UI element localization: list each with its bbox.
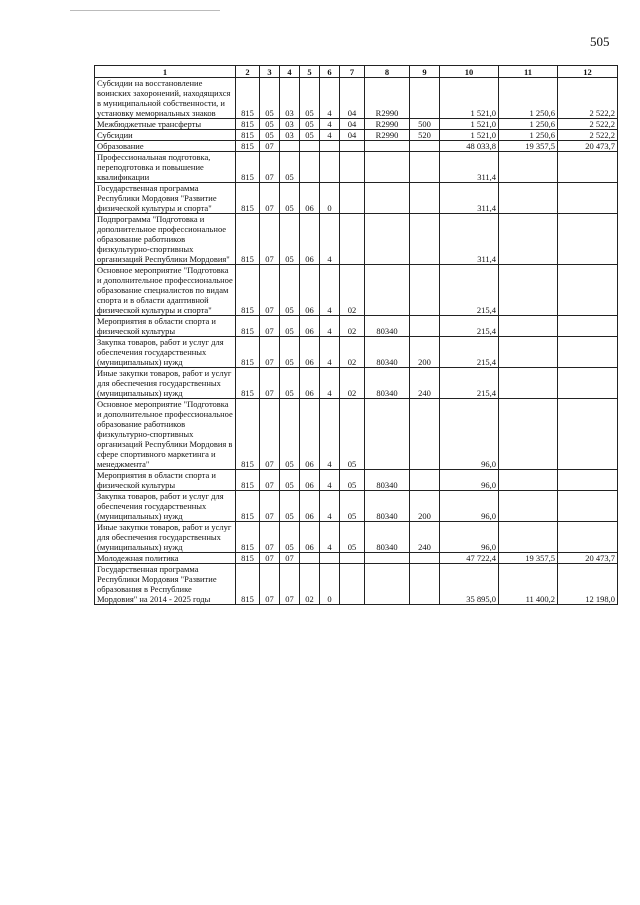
amount-year2-cell: 19 357,5 bbox=[499, 141, 558, 152]
target-article-cell: 80340 bbox=[365, 491, 410, 522]
amount-year2-cell bbox=[499, 337, 558, 368]
amount-year3-cell: 2 522,2 bbox=[558, 130, 618, 141]
activity-code-cell bbox=[340, 553, 365, 564]
department-code-cell: 815 bbox=[236, 564, 260, 605]
department-code-cell: 815 bbox=[236, 141, 260, 152]
program-code-cell: 06 bbox=[300, 337, 320, 368]
amount-year1-cell: 311,4 bbox=[440, 183, 499, 214]
subprogram-code-cell: 4 bbox=[320, 522, 340, 553]
table-row bbox=[95, 399, 618, 470]
program-code-cell: 06 bbox=[300, 368, 320, 399]
program-code-cell: 05 bbox=[300, 78, 320, 119]
section-code-cell: 07 bbox=[260, 368, 280, 399]
expense-type-cell: 520 bbox=[410, 130, 440, 141]
table-row bbox=[95, 130, 618, 141]
header-row bbox=[95, 66, 618, 78]
activity-code-cell: 04 bbox=[340, 78, 365, 119]
amount-year3-cell bbox=[558, 265, 618, 316]
amount-year1-cell: 1 521,0 bbox=[440, 78, 499, 119]
table-row bbox=[95, 78, 618, 119]
section-code-cell: 07 bbox=[260, 316, 280, 337]
activity-code-cell: 04 bbox=[340, 130, 365, 141]
subsection-code-cell: 03 bbox=[280, 78, 300, 119]
amount-year2-cell bbox=[499, 399, 558, 470]
amount-year3-cell bbox=[558, 152, 618, 183]
amount-year2-cell: 19 357,5 bbox=[499, 553, 558, 564]
section-code-cell: 07 bbox=[260, 470, 280, 491]
amount-year2-cell: 1 250,6 bbox=[499, 130, 558, 141]
subprogram-code-cell: 4 bbox=[320, 368, 340, 399]
expense-type-cell bbox=[410, 265, 440, 316]
subprogram-code-cell bbox=[320, 553, 340, 564]
row-name-cell: Мероприятия в области спорта и физической культуры bbox=[95, 470, 236, 491]
header-cell: 12 bbox=[558, 66, 618, 78]
amount-year2-cell bbox=[499, 183, 558, 214]
table-row bbox=[95, 183, 618, 214]
department-code-cell: 815 bbox=[236, 491, 260, 522]
activity-code-cell: 04 bbox=[340, 119, 365, 130]
row-name-cell: Закупка товаров, работ и услуг для обеспечения государственных (муниципальных) нужд bbox=[95, 337, 236, 368]
program-code-cell bbox=[300, 553, 320, 564]
table-row bbox=[95, 522, 618, 553]
department-code-cell: 815 bbox=[236, 265, 260, 316]
expense-type-cell bbox=[410, 553, 440, 564]
subprogram-code-cell: 4 bbox=[320, 470, 340, 491]
section-code-cell: 07 bbox=[260, 399, 280, 470]
header-cell: 9 bbox=[410, 66, 440, 78]
section-code-cell: 07 bbox=[260, 152, 280, 183]
subprogram-code-cell: 4 bbox=[320, 130, 340, 141]
activity-code-cell: 02 bbox=[340, 265, 365, 316]
amount-year3-cell: 20 473,7 bbox=[558, 141, 618, 152]
department-code-cell: 815 bbox=[236, 152, 260, 183]
target-article-cell bbox=[365, 183, 410, 214]
subprogram-code-cell: 4 bbox=[320, 399, 340, 470]
header-cell: 1 bbox=[95, 66, 236, 78]
department-code-cell: 815 bbox=[236, 368, 260, 399]
header-cell: 5 bbox=[300, 66, 320, 78]
activity-code-cell: 02 bbox=[340, 368, 365, 399]
target-article-cell bbox=[365, 399, 410, 470]
row-name-cell: Основное мероприятие "Подготовка и дополнительное профессиональное образование специалистов по видам спорта и в области адаптивной физической культуры и спорта" bbox=[95, 265, 236, 316]
section-code-cell: 07 bbox=[260, 265, 280, 316]
amount-year2-cell bbox=[499, 470, 558, 491]
subsection-code-cell: 05 bbox=[280, 399, 300, 470]
expense-type-cell bbox=[410, 152, 440, 183]
expense-type-cell: 200 bbox=[410, 337, 440, 368]
amount-year3-cell: 2 522,2 bbox=[558, 78, 618, 119]
header-cell: 3 bbox=[260, 66, 280, 78]
amount-year1-cell: 1 521,0 bbox=[440, 119, 499, 130]
program-code-cell: 06 bbox=[300, 214, 320, 265]
department-code-cell: 815 bbox=[236, 316, 260, 337]
table-row bbox=[95, 470, 618, 491]
program-code-cell bbox=[300, 152, 320, 183]
page-number: 505 bbox=[590, 34, 610, 49]
target-article-cell bbox=[365, 265, 410, 316]
subprogram-code-cell: 4 bbox=[320, 491, 340, 522]
expense-type-cell: 200 bbox=[410, 491, 440, 522]
subprogram-code-cell: 0 bbox=[320, 183, 340, 214]
header-cell: 11 bbox=[499, 66, 558, 78]
program-code-cell: 06 bbox=[300, 470, 320, 491]
table-row bbox=[95, 265, 618, 316]
amount-year1-cell: 96,0 bbox=[440, 491, 499, 522]
program-code-cell: 06 bbox=[300, 265, 320, 316]
row-name-cell: Мероприятия в области спорта и физической культуры bbox=[95, 316, 236, 337]
target-article-cell: 80340 bbox=[365, 337, 410, 368]
amount-year2-cell bbox=[499, 316, 558, 337]
amount-year3-cell bbox=[558, 491, 618, 522]
activity-code-cell bbox=[340, 152, 365, 183]
subsection-code-cell: 07 bbox=[280, 553, 300, 564]
amount-year3-cell: 2 522,2 bbox=[558, 119, 618, 130]
activity-code-cell: 02 bbox=[340, 337, 365, 368]
amount-year1-cell: 215,4 bbox=[440, 265, 499, 316]
table-row bbox=[95, 564, 618, 605]
amount-year1-cell: 35 895,0 bbox=[440, 564, 499, 605]
row-name-cell: Государственная программа Республики Мордовия "Развитие физической культуры и спорта" bbox=[95, 183, 236, 214]
expense-type-cell bbox=[410, 564, 440, 605]
expense-type-cell bbox=[410, 399, 440, 470]
expense-type-cell bbox=[410, 78, 440, 119]
subprogram-code-cell: 4 bbox=[320, 119, 340, 130]
subsection-code-cell: 05 bbox=[280, 214, 300, 265]
section-code-cell: 07 bbox=[260, 214, 280, 265]
subsection-code-cell: 05 bbox=[280, 470, 300, 491]
header-cell: 7 bbox=[340, 66, 365, 78]
target-article-cell: R2990 bbox=[365, 78, 410, 119]
amount-year3-cell: 12 198,0 bbox=[558, 564, 618, 605]
department-code-cell: 815 bbox=[236, 78, 260, 119]
subsection-code-cell: 05 bbox=[280, 183, 300, 214]
subprogram-code-cell: 4 bbox=[320, 337, 340, 368]
activity-code-cell: 02 bbox=[340, 316, 365, 337]
department-code-cell: 815 bbox=[236, 470, 260, 491]
section-code-cell: 07 bbox=[260, 553, 280, 564]
section-code-cell: 07 bbox=[260, 183, 280, 214]
row-name-cell: Иные закупки товаров, работ и услуг для обеспечения государственных (муниципальных) нужд bbox=[95, 522, 236, 553]
subprogram-code-cell: 0 bbox=[320, 564, 340, 605]
department-code-cell: 815 bbox=[236, 553, 260, 564]
subsection-code-cell bbox=[280, 141, 300, 152]
amount-year1-cell: 311,4 bbox=[440, 152, 499, 183]
activity-code-cell: 05 bbox=[340, 491, 365, 522]
section-code-cell: 07 bbox=[260, 522, 280, 553]
header-cell: 2 bbox=[236, 66, 260, 78]
row-name-cell: Основное мероприятие "Подготовка и дополнительное профессиональное образование работников физкультурно-спортивных организаций Республики Мордовия в сфере спортивного маркетинга и менеджмента" bbox=[95, 399, 236, 470]
expense-type-cell bbox=[410, 214, 440, 265]
section-code-cell: 05 bbox=[260, 119, 280, 130]
section-code-cell: 07 bbox=[260, 337, 280, 368]
row-name-cell: Государственная программа Республики Мордовия "Развитие образования в Республике Мордовия" на 2014 - 2025 годы bbox=[95, 564, 236, 605]
subsection-code-cell: 07 bbox=[280, 564, 300, 605]
amount-year3-cell bbox=[558, 183, 618, 214]
row-name-cell: Межбюджетные трансферты bbox=[95, 119, 236, 130]
department-code-cell: 815 bbox=[236, 399, 260, 470]
target-article-cell bbox=[365, 553, 410, 564]
table-row bbox=[95, 368, 618, 399]
amount-year3-cell bbox=[558, 470, 618, 491]
target-article-cell bbox=[365, 152, 410, 183]
amount-year1-cell: 1 521,0 bbox=[440, 130, 499, 141]
department-code-cell: 815 bbox=[236, 522, 260, 553]
table-row bbox=[95, 214, 618, 265]
table-row bbox=[95, 553, 618, 564]
activity-code-cell bbox=[340, 141, 365, 152]
target-article-cell bbox=[365, 141, 410, 152]
section-code-cell: 05 bbox=[260, 130, 280, 141]
amount-year2-cell: 1 250,6 bbox=[499, 78, 558, 119]
program-code-cell: 06 bbox=[300, 399, 320, 470]
program-code-cell: 05 bbox=[300, 119, 320, 130]
expense-type-cell bbox=[410, 141, 440, 152]
expense-type-cell: 240 bbox=[410, 368, 440, 399]
subsection-code-cell: 05 bbox=[280, 152, 300, 183]
row-name-cell: Субсидии на восстановление воинских захоронений, находящихся в муниципальной собственности, и установку мемориальных знаков bbox=[95, 78, 236, 119]
section-code-cell: 07 bbox=[260, 491, 280, 522]
table-row bbox=[95, 152, 618, 183]
target-article-cell: R2990 bbox=[365, 130, 410, 141]
expense-type-cell bbox=[410, 470, 440, 491]
department-code-cell: 815 bbox=[236, 183, 260, 214]
department-code-cell: 815 bbox=[236, 130, 260, 141]
subsection-code-cell: 03 bbox=[280, 130, 300, 141]
budget-table bbox=[94, 65, 618, 605]
expense-type-cell: 240 bbox=[410, 522, 440, 553]
target-article-cell: R2990 bbox=[365, 119, 410, 130]
subsection-code-cell: 05 bbox=[280, 522, 300, 553]
amount-year3-cell bbox=[558, 214, 618, 265]
activity-code-cell: 05 bbox=[340, 470, 365, 491]
subprogram-code-cell: 4 bbox=[320, 265, 340, 316]
amount-year1-cell: 215,4 bbox=[440, 368, 499, 399]
amount-year2-cell bbox=[499, 214, 558, 265]
amount-year2-cell bbox=[499, 491, 558, 522]
table-row bbox=[95, 119, 618, 130]
program-code-cell: 06 bbox=[300, 491, 320, 522]
row-name-cell: Молодежная политика bbox=[95, 553, 236, 564]
expense-type-cell bbox=[410, 316, 440, 337]
department-code-cell: 815 bbox=[236, 214, 260, 265]
table-row bbox=[95, 337, 618, 368]
row-name-cell: Образование bbox=[95, 141, 236, 152]
program-code-cell bbox=[300, 141, 320, 152]
subsection-code-cell: 05 bbox=[280, 316, 300, 337]
subprogram-code-cell: 4 bbox=[320, 316, 340, 337]
amount-year1-cell: 96,0 bbox=[440, 399, 499, 470]
subsection-code-cell: 03 bbox=[280, 119, 300, 130]
program-code-cell: 06 bbox=[300, 183, 320, 214]
amount-year3-cell bbox=[558, 368, 618, 399]
target-article-cell bbox=[365, 214, 410, 265]
row-name-cell: Субсидии bbox=[95, 130, 236, 141]
header-cell: 10 bbox=[440, 66, 499, 78]
amount-year2-cell: 1 250,6 bbox=[499, 119, 558, 130]
subprogram-code-cell: 4 bbox=[320, 78, 340, 119]
target-article-cell: 80340 bbox=[365, 522, 410, 553]
department-code-cell: 815 bbox=[236, 337, 260, 368]
amount-year2-cell: 11 400,2 bbox=[499, 564, 558, 605]
section-code-cell: 05 bbox=[260, 78, 280, 119]
target-article-cell: 80340 bbox=[365, 316, 410, 337]
expense-type-cell: 500 bbox=[410, 119, 440, 130]
row-name-cell: Закупка товаров, работ и услуг для обеспечения государственных (муниципальных) нужд bbox=[95, 491, 236, 522]
target-article-cell: 80340 bbox=[365, 368, 410, 399]
top-rule bbox=[70, 10, 220, 11]
subsection-code-cell: 05 bbox=[280, 368, 300, 399]
department-code-cell: 815 bbox=[236, 119, 260, 130]
subsection-code-cell: 05 bbox=[280, 337, 300, 368]
program-code-cell: 02 bbox=[300, 564, 320, 605]
header-cell: 4 bbox=[280, 66, 300, 78]
amount-year1-cell: 47 722,4 bbox=[440, 553, 499, 564]
section-code-cell: 07 bbox=[260, 564, 280, 605]
header-cell: 6 bbox=[320, 66, 340, 78]
amount-year2-cell bbox=[499, 152, 558, 183]
table-row bbox=[95, 316, 618, 337]
activity-code-cell bbox=[340, 564, 365, 605]
table-row bbox=[95, 491, 618, 522]
program-code-cell: 06 bbox=[300, 316, 320, 337]
activity-code-cell bbox=[340, 183, 365, 214]
table-body bbox=[95, 78, 618, 605]
table-row bbox=[95, 141, 618, 152]
amount-year1-cell: 311,4 bbox=[440, 214, 499, 265]
amount-year1-cell: 96,0 bbox=[440, 470, 499, 491]
program-code-cell: 06 bbox=[300, 522, 320, 553]
subprogram-code-cell: 4 bbox=[320, 214, 340, 265]
amount-year2-cell bbox=[499, 522, 558, 553]
target-article-cell bbox=[365, 564, 410, 605]
expense-type-cell bbox=[410, 183, 440, 214]
subsection-code-cell: 05 bbox=[280, 265, 300, 316]
program-code-cell: 05 bbox=[300, 130, 320, 141]
amount-year1-cell: 96,0 bbox=[440, 522, 499, 553]
amount-year3-cell bbox=[558, 399, 618, 470]
target-article-cell: 80340 bbox=[365, 470, 410, 491]
subprogram-code-cell bbox=[320, 141, 340, 152]
section-code-cell: 07 bbox=[260, 141, 280, 152]
amount-year2-cell bbox=[499, 368, 558, 399]
amount-year1-cell: 48 033,8 bbox=[440, 141, 499, 152]
subprogram-code-cell bbox=[320, 152, 340, 183]
subsection-code-cell: 05 bbox=[280, 491, 300, 522]
activity-code-cell: 05 bbox=[340, 522, 365, 553]
amount-year1-cell: 215,4 bbox=[440, 337, 499, 368]
amount-year3-cell bbox=[558, 337, 618, 368]
row-name-cell: Подпрограмма "Подготовка и дополнительное профессиональное образование работников физкультурно-спортивных организаций Республики Мордовия" bbox=[95, 214, 236, 265]
row-name-cell: Профессиональная подготовка, переподготовка и повышение квалификации bbox=[95, 152, 236, 183]
amount-year1-cell: 215,4 bbox=[440, 316, 499, 337]
amount-year3-cell: 20 473,7 bbox=[558, 553, 618, 564]
amount-year3-cell bbox=[558, 522, 618, 553]
activity-code-cell bbox=[340, 214, 365, 265]
amount-year2-cell bbox=[499, 265, 558, 316]
row-name-cell: Иные закупки товаров, работ и услуг для обеспечения государственных (муниципальных) нужд bbox=[95, 368, 236, 399]
amount-year3-cell bbox=[558, 316, 618, 337]
activity-code-cell: 05 bbox=[340, 399, 365, 470]
header-cell: 8 bbox=[365, 66, 410, 78]
